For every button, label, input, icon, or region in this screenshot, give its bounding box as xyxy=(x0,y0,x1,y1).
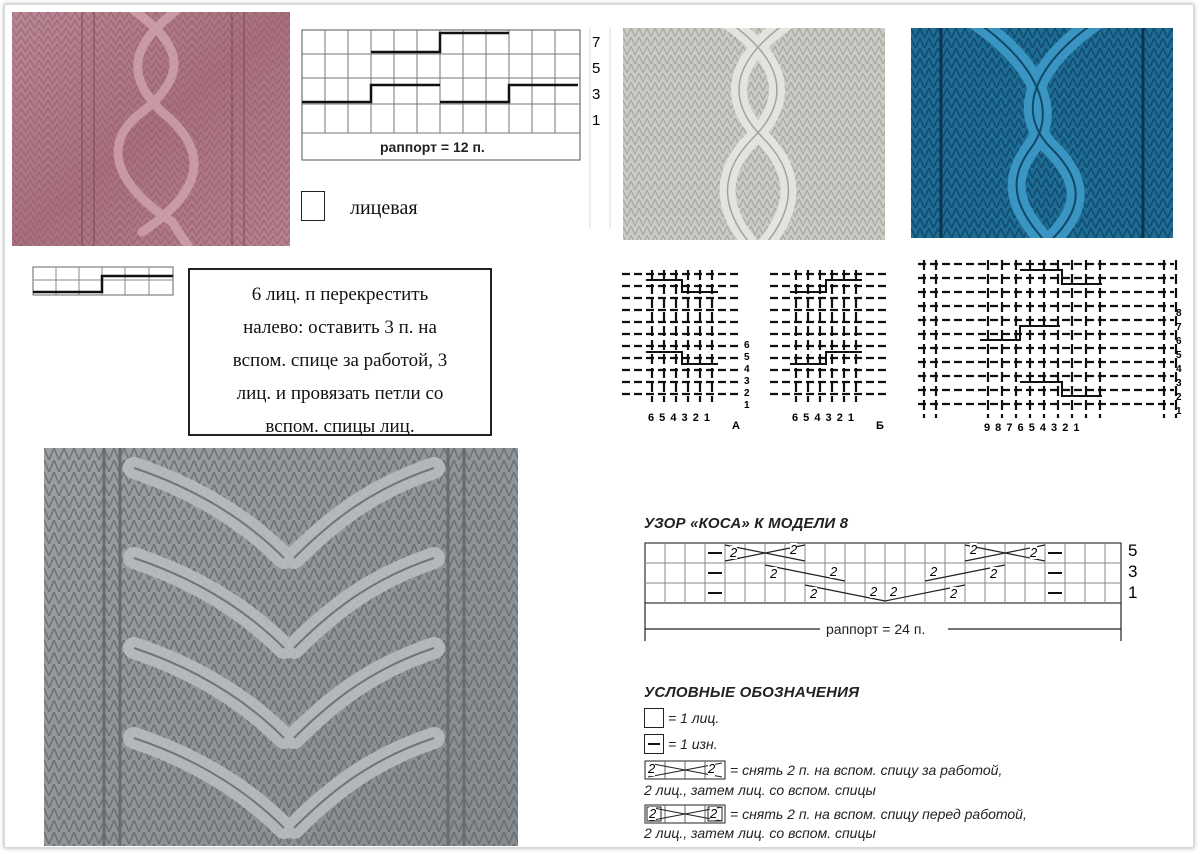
cross-front-label-1: = снять 2 п. на вспом. спицу перед работой, xyxy=(730,806,1027,822)
pink-knit-photo xyxy=(12,12,290,246)
blue-cable-photo xyxy=(911,28,1173,238)
cross-front-symbol xyxy=(644,804,728,824)
cross-front-mark: 2 xyxy=(710,806,718,821)
kosa-mark: 2 xyxy=(830,564,838,579)
kosa-title: УЗОР «КОСА» К МОДЕЛИ 8 xyxy=(644,515,849,532)
chart-c-row-1: 1 xyxy=(1176,406,1182,417)
kosa-chart xyxy=(644,541,1144,643)
instruction-line: 6 лиц. п перекрестить xyxy=(251,284,429,305)
dash-chart-c xyxy=(914,258,1194,438)
cross-front-label-2: 2 лиц., затем лиц. со вспом. спицы xyxy=(644,825,876,841)
chart-c-col-labels: 9 8 7 6 5 4 3 2 1 xyxy=(984,422,1081,434)
dash-chart-b xyxy=(766,268,906,432)
kosa-mark: 2 xyxy=(970,542,978,557)
dash-chart-a xyxy=(618,268,758,432)
instruction-line: налево: оставить 3 п. на xyxy=(243,317,437,338)
kosa-mark: 2 xyxy=(950,586,958,601)
knit-symbol-label: = 1 лиц. xyxy=(668,710,720,726)
kosa-mark: 2 xyxy=(990,566,998,581)
instruction-box xyxy=(188,268,492,436)
purl-symbol xyxy=(644,734,664,754)
braid-knit-photo xyxy=(44,448,518,846)
knit-symbol xyxy=(644,708,664,728)
kosa-row-5: 5 xyxy=(1128,541,1138,560)
kosa-mark: 2 xyxy=(890,584,898,599)
cross-back-label-1: = снять 2 п. на вспом. спицу за работой, xyxy=(730,762,1003,778)
chart-a-row-5: 5 xyxy=(744,352,750,363)
rapport-label: раппорт = 12 п. xyxy=(380,139,485,155)
legend-title: УСЛОВНЫЕ ОБОЗНАЧЕНИЯ xyxy=(644,684,860,701)
grey-cable-photo xyxy=(623,28,885,240)
chart-c-row-2: 2 xyxy=(1176,392,1182,403)
chart-a-row-6: 6 xyxy=(744,340,750,351)
cable-chart-6 xyxy=(32,266,182,300)
row-label-3: 3 xyxy=(592,86,601,103)
kosa-mark: 2 xyxy=(930,564,938,579)
kosa-mark: 2 xyxy=(810,586,818,601)
row-label-5: 5 xyxy=(592,60,601,77)
chart-a-col-labels: 6 5 4 3 2 1 xyxy=(648,412,711,424)
kosa-mark: 2 xyxy=(770,566,778,581)
cross-front-mark: 2 xyxy=(649,806,657,821)
chart-b-col-labels: 6 5 4 3 2 1 xyxy=(792,412,855,424)
chart-a-row-1: 1 xyxy=(744,400,750,411)
chart-a-row-2: 2 xyxy=(744,388,750,399)
chart-b-letter: Б xyxy=(876,420,884,432)
cross-back-mark: 2 xyxy=(648,761,656,776)
instruction-line: лиц. и провязать петли со xyxy=(236,383,444,404)
chart-c-row-5: 5 xyxy=(1176,350,1182,361)
instruction-line: вспом. спице за работой, 3 xyxy=(232,350,448,371)
chart-c-row-3: 3 xyxy=(1176,378,1182,389)
knit-legend-label: лицевая xyxy=(350,197,418,219)
instruction-line: вспом. спицы лиц. xyxy=(265,416,415,437)
chart-c-row-7: 7 xyxy=(1176,322,1182,333)
kosa-mark: 2 xyxy=(1030,545,1038,560)
chart-a-row-3: 3 xyxy=(744,376,750,387)
chart-c-row-4: 4 xyxy=(1176,364,1182,375)
kosa-mark: 2 xyxy=(730,545,738,560)
cross-back-label-2: 2 лиц., затем лиц. со вспом. спицы xyxy=(644,782,876,798)
kosa-rapport-label: раппорт = 24 п. xyxy=(826,621,926,637)
kosa-mark: 2 xyxy=(870,584,878,599)
knit-symbol-square xyxy=(301,191,325,221)
kosa-mark: 2 xyxy=(790,542,798,557)
cross-back-symbol xyxy=(644,760,728,780)
chart-c-row-8: 8 xyxy=(1176,308,1182,319)
kosa-row-1: 1 xyxy=(1128,583,1138,602)
cross-back-mark: 2 xyxy=(708,761,716,776)
chart-a-letter: А xyxy=(732,420,740,432)
row-label-7: 7 xyxy=(592,34,601,51)
kosa-row-3: 3 xyxy=(1128,562,1138,581)
chart-c-row-6: 6 xyxy=(1176,336,1182,347)
purl-symbol-label: = 1 изн. xyxy=(668,736,718,752)
chart-a-row-4: 4 xyxy=(744,364,750,375)
row-label-1: 1 xyxy=(592,112,601,129)
